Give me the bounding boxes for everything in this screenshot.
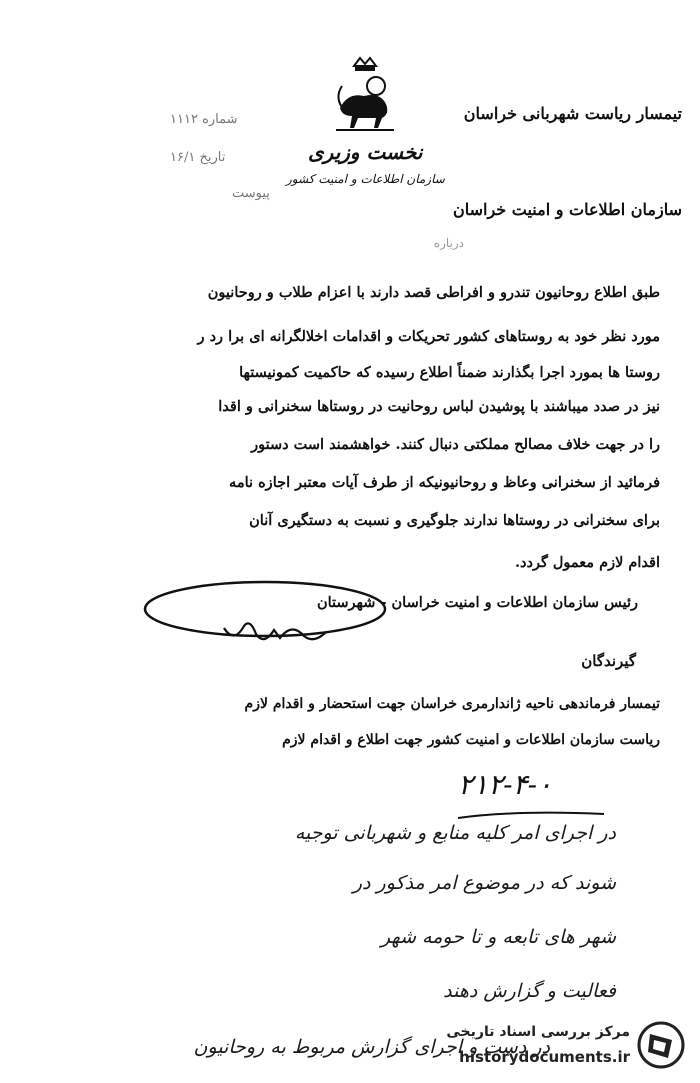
subject-label: درباره — [433, 236, 464, 250]
body-line: نیز در صدد میباشند با پوشیدن لباس روحانیت در روستاها سخنرانی و اقدا — [218, 398, 660, 415]
recipient-line: تیمسار فرماندهی ناحیه ژاندارمری خراسان جهت استحضار و اقدام لازم — [244, 696, 660, 712]
body-line: را در جهت خلاف مصالح مملکتی دنبال کنند. خواهشمند است دستور — [251, 436, 660, 453]
signature-line: رئیس سازمان اطلاعات و امنیت خراسان - شهرستان — [316, 594, 638, 611]
body-line: روستا ها بمورد اجرا بگذارند ضمناً اطلاع رسیده که حاکمیت کمونیستها — [239, 364, 660, 381]
recipient-line: ریاست سازمان اطلاعات و امنیت کشور جهت اطلاع و اقدام لازم — [282, 732, 660, 748]
organization-handwritten: سازمان اطلاعات و امنیت کشور — [286, 172, 445, 186]
meta-number: شماره ۱۱۱۲ — [170, 112, 238, 127]
ministry-heading: نخست وزیری — [308, 140, 423, 164]
body-line: طبق اطلاع روحانیون تندرو و افراطی قصد دارند با اعزام طلاب و روحانیون — [207, 284, 660, 301]
recipients-title: گیرندگان — [581, 652, 636, 670]
body-line: اقدام لازم معمول گردد. — [514, 554, 660, 571]
body-line: برای سخنرانی در روستاها ندارند جلوگیری و نسبت به دستگیری آنان — [249, 512, 660, 529]
addressee: سازمان اطلاعات و امنیت خراسان — [453, 200, 682, 219]
watermark-url: historydocuments.ir — [459, 1048, 630, 1066]
meta-date: تاریخ ۱۶/۱ — [170, 150, 226, 165]
handwritten-note-line: در دست و اجرای گزارش مربوط به روحانیون — [193, 1036, 550, 1058]
body-line: مورد نظر خود به روستاهای کشور تحریکات و اقدامات اخلالگرانه ای برا رد ر — [197, 328, 660, 345]
handwritten-note-line: فعالیت و گزارش دهند — [443, 980, 616, 1002]
lion-and-sun-emblem — [330, 56, 400, 136]
office-heading: تیمسار ریاست شهربانی خراسان — [463, 104, 682, 123]
handwritten-signature — [220, 614, 330, 650]
archive-logo-icon — [636, 1020, 686, 1070]
handwritten-note-line: شوند که در موضوع امر مذکور در — [352, 872, 616, 894]
handwritten-note-line: در اجرای امر کلیه منابع و شهربانی توجیه — [294, 822, 616, 844]
handwritten-file-number: ۲۱۲-۴-۰ — [458, 768, 553, 801]
body-line: فرمائید از سخنرانی وعاظ و روحانیونیکه از طرف آیات معتبر اجازه نامه — [229, 474, 660, 491]
watermark-title: مرکز بررسی اسناد تاریخی — [446, 1024, 630, 1040]
meta-attachment: پیوست — [232, 186, 270, 201]
handwritten-note-line: شهر های تابعه و تا حومه شهر — [380, 926, 616, 948]
number-underline — [456, 808, 606, 822]
